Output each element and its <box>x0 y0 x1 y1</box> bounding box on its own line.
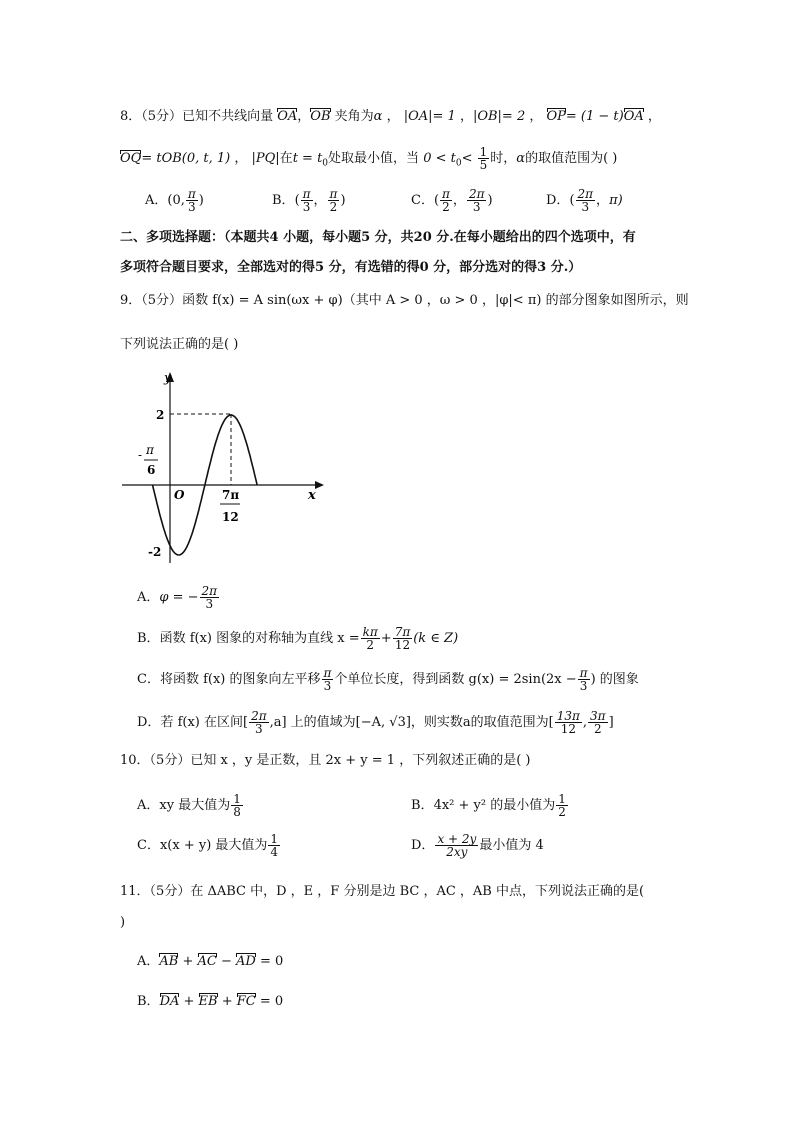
q9-line2: 下列说法正确的是( ) <box>120 337 239 352</box>
left-zero-num: π <box>146 443 154 457</box>
origin-label: O <box>174 488 185 502</box>
q8-line2: OQ= tOB(0, t, 1) ， |PQ|在$t = t_0$处取最小值，当 $0 < t_0<$ $\frac{1}{5}$ 时，α的取值范围为( ) <box>120 145 618 172</box>
q8-option-c[interactable]: C．( $\frac{\pi}{2}$ ， $\frac{2\pi}{3}$ ) <box>411 187 493 214</box>
q9-option-c[interactable]: C．将函数 f(x) 的图象向左平移 $\frac{\pi}{3}$ 个单位长度，得到函数 g(x) = 2sin(2x − $\frac{\pi}{3}$ ) 的图象 <box>137 666 639 693</box>
section2-heading: 二、多项选择题：（本题共4 小题，每小题5 分，共20 分.在每小题给出的四个选项中，有 <box>120 230 636 245</box>
x-axis-arrow <box>315 481 324 489</box>
q8-line1: 8．（5分）已知不共线向量 OA，OB 夹角为α ， |OA|= 1 ，|OB|= 2 ， OP= (1 − t)OA ， <box>120 109 661 124</box>
q9-option-a[interactable]: A．φ = − $\frac{2\pi}{3}$ <box>137 584 218 611</box>
q11-line2: ) <box>120 915 126 930</box>
q8-option-b[interactable]: B．( $\frac{\pi}{3}$ ， $\frac{\pi}{2}$ ) <box>272 187 346 214</box>
q10-option-a[interactable]: A．xy 最大值为 $\frac{1}{8}$ <box>137 792 241 819</box>
left-zero-den: 6 <box>147 463 156 477</box>
section2-heading-cont: 多项符合题目要求，全部选对的得5 分，有选错的得0 分，部分选对的得3 分.） <box>120 260 582 275</box>
y-min-label: -2 <box>148 545 162 559</box>
q10-option-d[interactable]: D． $\frac{x + 2y}{2xy}$ 最小值为 4 <box>411 832 544 859</box>
q11-line1: 11．（5分）在 ΔABC 中，D ，E ，F 分别是边 BC ，AC ，AB 中点，下列说法正确的是( <box>120 884 645 899</box>
q9-line1: 9．（5分）函数 f(x) = A sin(ωx + φ)（其中 A > 0 ，ω > 0 ，|φ|< π) 的部分图象如图所示，则 <box>120 293 689 308</box>
x-axis-label: x <box>308 488 316 503</box>
left-zero-sign: - <box>138 448 143 462</box>
q10-option-b[interactable]: B．4x² + y² 的最小值为 $\frac{1}{2}$ <box>411 792 566 819</box>
peak-x-den: 12 <box>222 510 239 524</box>
y-axis-label: y <box>164 371 172 386</box>
y-max-label: 2 <box>156 408 165 422</box>
q11-option-a[interactable]: A．AB + AC − AD = 0 <box>137 954 284 969</box>
q9-sine-graph <box>120 368 340 568</box>
q10-option-c[interactable]: C．x(x + y) 最大值为 $\frac{1}{4}$ <box>137 832 279 859</box>
peak-x-num: 7π <box>222 488 240 502</box>
q8-option-d[interactable]: D．( $\frac{2\pi}{3}$ ，π) <box>546 187 623 214</box>
q8-option-a[interactable]: A．(0, $\frac{\pi}{3}$ ) <box>145 187 204 214</box>
q9-option-d[interactable]: D．若 f(x) 在区间[ $\frac{2\pi}{3}$ ,a] 上的值域为[−A, √3]，则实数a的取值范围为[ $\frac{13\pi}{12}$ , $\frac{3\pi}{2}$ ] <box>137 709 614 736</box>
q9-option-b[interactable]: B．函数 f(x) 图象的对称轴为直线 x = $\frac{k\pi}{2}$ + $\frac{7\pi}{12}$ (k ∈ Z) <box>137 625 459 652</box>
q11-option-b[interactable]: B．DA + EB + FC = 0 <box>137 994 284 1009</box>
q10-line1: 10．（5分）已知 x ，y 是正数，且 2x + y = 1 ，下列叙述正确的是( ) <box>120 753 531 768</box>
